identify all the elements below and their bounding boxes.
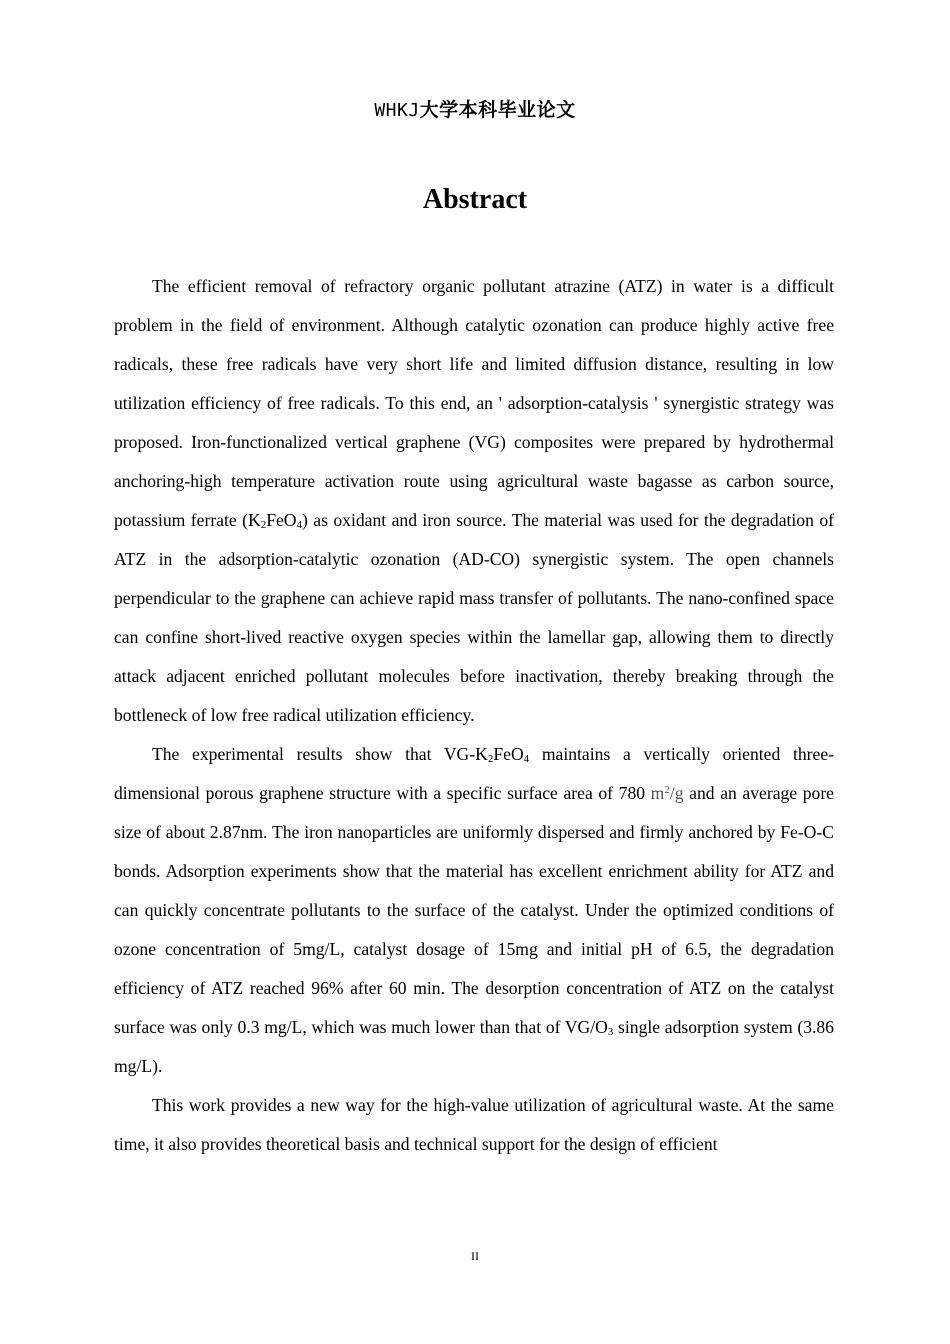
paragraph-2: The experimental results show that $VG-K_2FeO_4$ maintains a vertically oriented three-dimensional porous graphene structure with a specific surface area of 780 $m^2/g$ and an average pore size of about 2.87nm. The iron nanoparticles are uniformly dispersed and firmly anchored by Fe-O-C bonds. Adsorption experiments show that the material has excellent enrichment ability for ATZ and can quickly concentrate pollutants to the surface of the catalyst. Under the optimized conditions of ozone concentration of 5mg/L, catalyst dosage of 15mg and initial pH of 6.5, the degradation efficiency of ATZ reached 96% after 60 min. The desorption concentration of ATZ on the catalyst surface was only 0.3 mg/L, which was much lower than that of $VG/O_3$ single adsorption system (3.86 mg/L). bbox=[114, 744, 834, 1076]
page-number: II bbox=[471, 1249, 479, 1263]
header-cjk: 大学本科毕业论文 bbox=[419, 99, 576, 121]
section-title: Abstract bbox=[422, 184, 528, 215]
paragraph-1: The efficient removal of refractory organic pollutant atrazine (ATZ) in water is a difficult problem in the field of environment. Although catalytic ozonation can produce highly active free radicals, these free radicals have very short life and limited diffusion distance, resulting in low utilization efficiency of free radicals. To this end, an ' adsorption-catalysis ' synergistic strategy was proposed. Iron-functionalized vertical graphene (VG) composites were prepared by hydrothermal anchoring-high temperature activation route using agricultural waste bagasse as carbon source, potassium ferrate $(K_2FeO_4)$ as oxidant and iron source. The material was used for the degradation of ATZ in the adsorption-catalytic ozonation (AD-CO) synergistic system. The open channels perpendicular to the graphene can achieve rapid mass transfer of pollutants. The nano-confined space can confine short-lived reactive oxygen species within the lamellar gap, allowing them to directly attack adjacent enriched pollutant molecules before inactivation, thereby breaking through the bottleneck of low free radical utilization efficiency. bbox=[114, 276, 834, 725]
unit-area: $m^2/g$ bbox=[650, 783, 684, 803]
header-latin: WHKJ bbox=[374, 100, 420, 121]
paragraph-3: This work provides a new way for the high-value utilization of agricultural waste. At the same time, it also provides theoretical basis and technical support for the design of efficient bbox=[114, 1095, 834, 1154]
abstract-body bbox=[114, 267, 834, 1164]
running-header bbox=[0, 95, 950, 122]
